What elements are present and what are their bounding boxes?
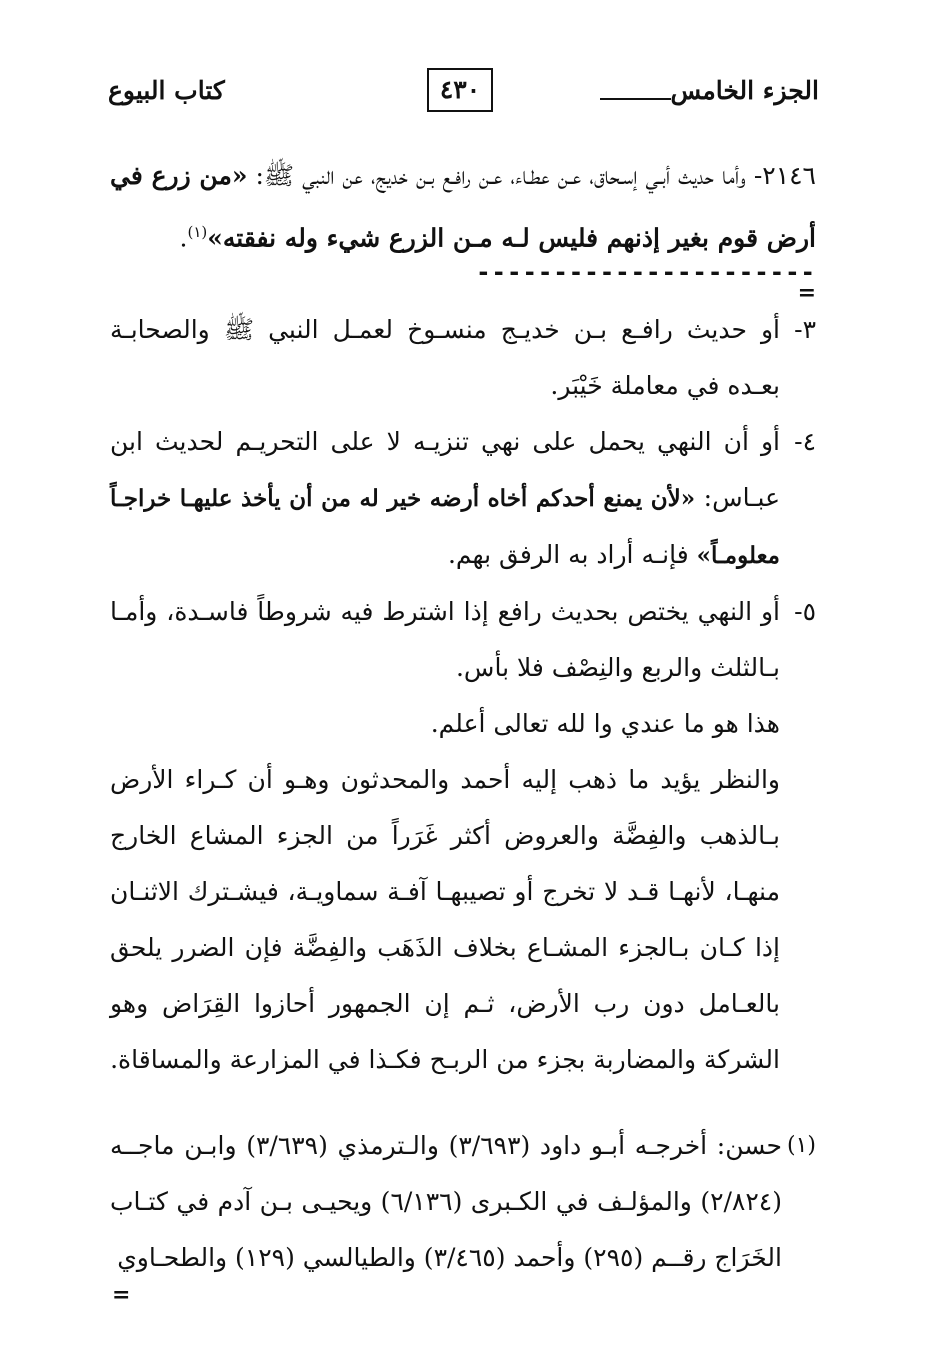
item-quote: «لأن يمنع أحدكم أخاه أرضه خير له من أن يأخذ عليهـا خراجـاً معلومـاً» [110,485,780,570]
item-number: ٥- [794,597,816,627]
header-rule-right [600,98,671,100]
footnote-continued-mark: = [112,1282,131,1308]
footnote-text: حسن: أخرجـه أبـو داود (٣/٦٩٣) والـترمذي (٣/٦٣٩) وابـن ماجــه (٢/٨٢٤) والمؤلـف في الكـبرى (٦/١٣٦) ويحيـى بـن آدم في كتـاب الخَرَاج رقــم (٢٩٥) وأحمد (٣/٤٦٥) والطيالسي (١٢٩) والطحـاوي [110,1131,782,1272]
header-book: كتاب البيوع [108,76,225,105]
closing-text: هذا هو ما عندي وا لله تعالى أعلم. [430,709,780,739]
header-part: الجزء الخامس [670,76,819,105]
item-text-before: أو أن النهي يحمل على نهي تنزيـه لا على التحريـم لحديث ابن عبـاس: [110,427,780,513]
hadith-end: . [179,223,188,253]
main-text [110,148,816,1088]
hadith-intro: ٢١٤٦- وأما حديث أبـي إسـحاق، عـن عطـاء، عـن رافـع بـن خديج، عن النبي ﷺ: [247,161,816,190]
separator-equals: = [797,280,816,307]
closing-block [110,696,816,1088]
hadith-quote: «من زرع في أرض قوم بغير إذنهم فليس لـه مـن الزرع شيء وله نفقته» [110,161,816,253]
item-text-after: فإنـه أراد به الرفق بهم. [447,540,697,570]
list-item [110,414,816,584]
item-text [110,414,780,584]
reasoning-paragraph: والنظر يؤيد ما ذهب إليه أحمد والمحدثون وهـو أن كـراء الأرض بـالذهب والفِضَّة والعروض أكثر غَرَراً من الجزء المشاع الخارج منهـا، لأنهـا قـد لا تخرج أو تصيبهـا آفـة سماويـة، فيشـترك الاثنـان إذا كـان بـالجزء المشـاع بخلاف الذَهَب والفِضَّة فإن الضرر يلحق بالعـامل دون رب الأرض، ثـم إن الجمهور أحازوا القِرَاض وهو الشركة والمضاربة بجزء من الربـح فكـذا في المزارعة والمساقاة. [110,765,780,1075]
item-number: ٣- [794,315,816,345]
separator-line: ---------------------- [476,258,816,287]
footnote-item [110,1118,816,1286]
footnote-number: (١) [786,1133,816,1158]
item-text: أو النهي يختص بحديث رافع إذا اشترط فيه شروطاً فاسـدة، وأمـا بـالثلث والربع والنِصْف فلا بأس. [110,597,780,683]
list-item [110,302,816,414]
page-header [100,62,819,122]
item-number: ٤- [794,427,816,457]
list-item [110,584,816,696]
item-text: أو حديث رافـع بـن خديـج منسـوخ لعمـل النبي ﷺ والصحابـة بعـده في معاملة خَيْبَر. [110,315,780,401]
hadith-paragraph [110,148,816,266]
page-number: ٤٣٠ [427,68,493,112]
footnotes [110,1118,816,1286]
footnote-ref: (١) [187,223,208,241]
